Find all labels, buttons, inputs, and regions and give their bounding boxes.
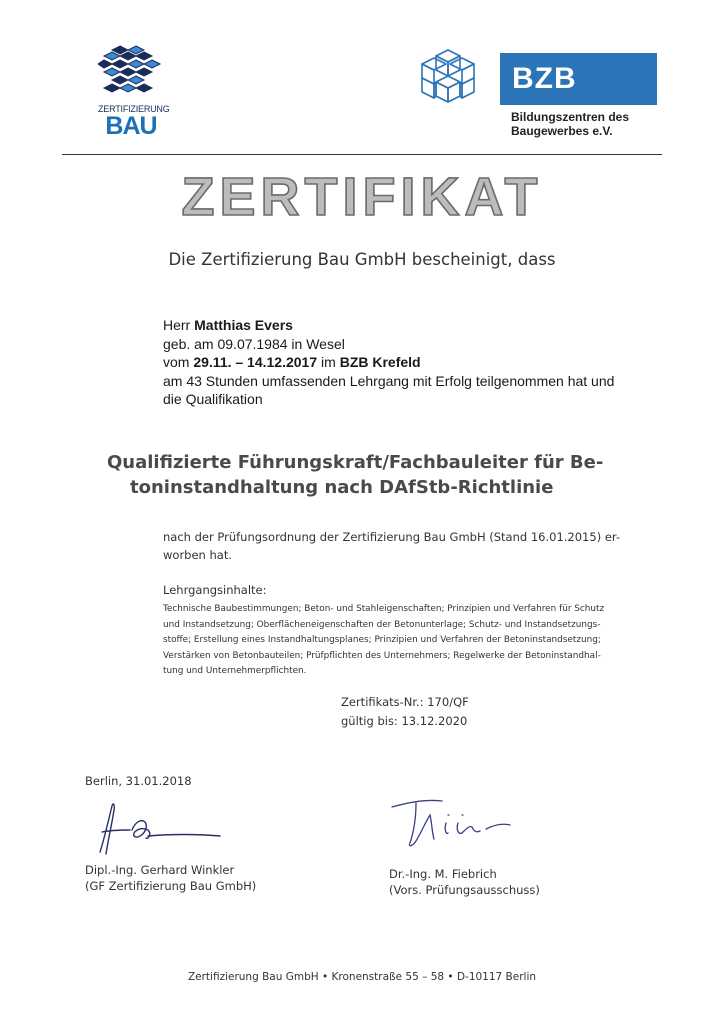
birth-info: geb. am 09.07.1984 in Wesel [163, 335, 345, 352]
examination-line1: nach der Prüfungsordnung der Zertifizierung Bau GmbH (Stand 16.01.2015) er- [163, 530, 621, 544]
bzb-logo-box: BZB [500, 53, 657, 105]
zertifizierung-bau-logo [98, 44, 170, 140]
course-contents-heading: Lehrgangsinhalte: [163, 583, 267, 597]
issuer-statement: Die Zertifizierung Bau GmbH bescheinigt, dass [168, 250, 556, 269]
place-and-date: Berlin, 31.01.2018 [85, 774, 192, 788]
qualification-title [107, 450, 667, 500]
certificate-validity: gültig bis: 13.12.2020 [341, 714, 468, 728]
place-prefix: im [321, 354, 336, 370]
certificate-title: ZERTIFIKAT [181, 167, 543, 227]
signature-fiebrich [386, 793, 516, 853]
course-contents-line: tung und Unternehmerpflichten. [163, 666, 307, 677]
signer-1 [85, 862, 256, 894]
logo-left-big: BAU [105, 112, 157, 140]
recipient-name: Matthias Evers [194, 317, 293, 333]
course-description-line1: am 43 Stunden umfassenden Lehrgang mit Erfolg teilgenommen hat und [163, 372, 615, 389]
bzb-name-line1: Bildungszentren des [511, 110, 630, 124]
signature-winkler [88, 800, 228, 860]
header-divider [62, 154, 662, 155]
course-contents-line: und Instandsetzung; Oberflächeneigenschaften der Betonunterlage; Schutz- und Instandsetzungs- [163, 619, 601, 630]
signer-1-name: Dipl.-Ing. Gerhard Winkler [85, 863, 235, 877]
qualification-line1: Qualifizierte Führungskraft/Fachbauleiter für Be- [107, 452, 604, 473]
period-dates: 29.11. – 14.12.2017 [193, 354, 318, 370]
bzb-organization-name [511, 110, 629, 138]
course-contents-line: Technische Baubestimmungen; Beton- und Stahleigenschaften; Prinzipien und Verfahren für Schutz [163, 604, 605, 614]
recipient-block [163, 316, 614, 409]
footer-address: Zertifizierung Bau GmbH • Kronenstraße 55 – 58 • D-10117 Berlin [187, 971, 537, 983]
qualification-line2: toninstandhaltung nach DAfStb-Richtlinie [130, 477, 554, 498]
course-description-line2: die Qualifikation [163, 391, 263, 407]
signer-2 [389, 866, 540, 898]
course-contents-line: Verstärken von Betonbauteilen; Prüfpflichten des Unternehmers; Regelwerke der Betoninstandhal- [163, 650, 601, 661]
examination-statement [163, 528, 633, 564]
logo-left-tag: ZERTIFIZIERUNG [98, 104, 170, 114]
bzb-cube-icon [414, 48, 482, 110]
course-period [163, 353, 614, 372]
certificate-number: Zertifikats-Nr.: 170/QF [341, 695, 469, 709]
signer-2-name: Dr.-Ing. M. Fiebrich [389, 867, 497, 881]
certificate-info [341, 693, 469, 731]
course-contents [163, 602, 648, 680]
period-prefix: vom [163, 354, 190, 370]
signer-2-role: (Vors. Prüfungsausschuss) [389, 883, 540, 897]
salutation: Herr [163, 317, 191, 333]
examination-line2: worben hat. [163, 548, 232, 562]
signer-1-role: (GF Zertifizierung Bau GmbH) [85, 879, 257, 893]
recipient-line [163, 316, 614, 335]
bzb-name-line2: Baugewerbes e.V. [511, 124, 613, 138]
course-place: BZB Krefeld [339, 354, 421, 370]
cube-cluster-icon [98, 44, 164, 98]
course-contents-line: stoffe; Erstellung eines Instandhaltungsplanes; Prinzipien und Verfahren der Betoninstandsetzung; [163, 635, 601, 646]
